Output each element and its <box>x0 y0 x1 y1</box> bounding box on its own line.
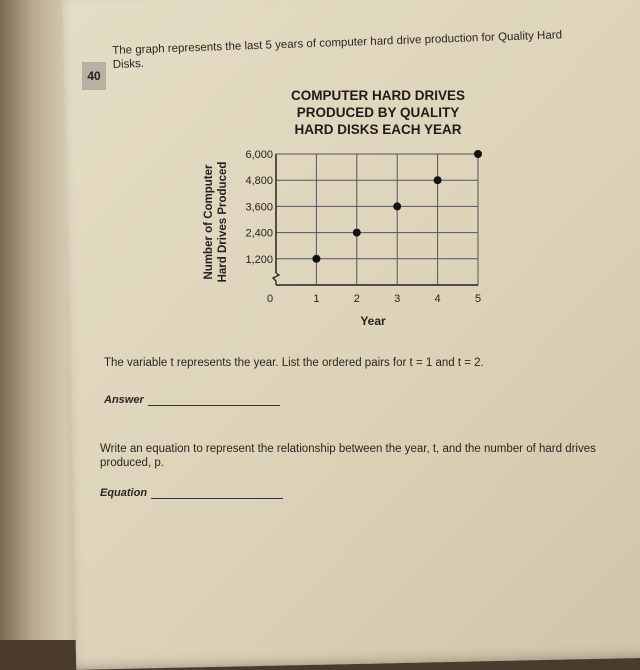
y-axis-label-line-1: Number of Computer <box>203 164 215 280</box>
equation-blank[interactable] <box>151 486 283 499</box>
equation-label: Equation <box>100 487 148 499</box>
chart-axes <box>273 154 478 285</box>
question-number: 40 <box>82 62 106 90</box>
chart-title-line-1: COMPUTER HARD DRIVES <box>290 88 465 103</box>
equation-row <box>100 486 283 499</box>
scatter-chart <box>190 140 500 340</box>
chart-title-line-2: PRODUCED BY QUALITY <box>296 105 460 120</box>
y-tick-labels <box>245 149 273 266</box>
x-tick-label: 3 <box>394 293 401 305</box>
x-tick-label: 4 <box>434 293 441 305</box>
x-tick-label: 2 <box>353 293 360 305</box>
chart-title <box>268 87 488 138</box>
x-tick-label: 5 <box>474 293 482 305</box>
x-tick-label: 0 <box>266 293 274 305</box>
data-point <box>434 176 442 184</box>
y-axis-label-line-2: Hard Drives Produced <box>217 161 229 283</box>
chart-grid <box>276 154 478 285</box>
answer-row <box>104 393 280 406</box>
x-tick-label: 1 <box>313 293 320 305</box>
data-point <box>312 255 320 263</box>
answer-label: Answer <box>104 394 144 406</box>
question-part-2: Write an equation to represent the relationship between the year, t, and the number of hard drives produced, p. <box>100 443 596 469</box>
question-intro: The graph represents the last 5 years of computer hard drive production for Quality Hard Disks. <box>112 29 563 71</box>
x-tick-labels <box>267 293 481 305</box>
y-tick-label: 3,600 <box>245 201 273 214</box>
y-axis-break-mark <box>273 273 279 285</box>
chart-title-line-3: HARD DISKS EACH YEAR <box>294 122 462 137</box>
data-point <box>474 150 482 158</box>
data-point <box>353 229 361 237</box>
y-tick-label: 2,400 <box>245 227 273 240</box>
y-tick-label: 6,000 <box>245 149 273 161</box>
question-part-1: The variable t represents the year. List the ordered pairs for t = 1 and t = 2. <box>104 357 484 369</box>
y-tick-label: 4,800 <box>245 175 273 188</box>
data-point <box>393 202 401 210</box>
y-tick-label: 1,200 <box>245 253 273 266</box>
answer-blank[interactable] <box>148 393 280 406</box>
x-axis-label: Year <box>360 314 386 328</box>
